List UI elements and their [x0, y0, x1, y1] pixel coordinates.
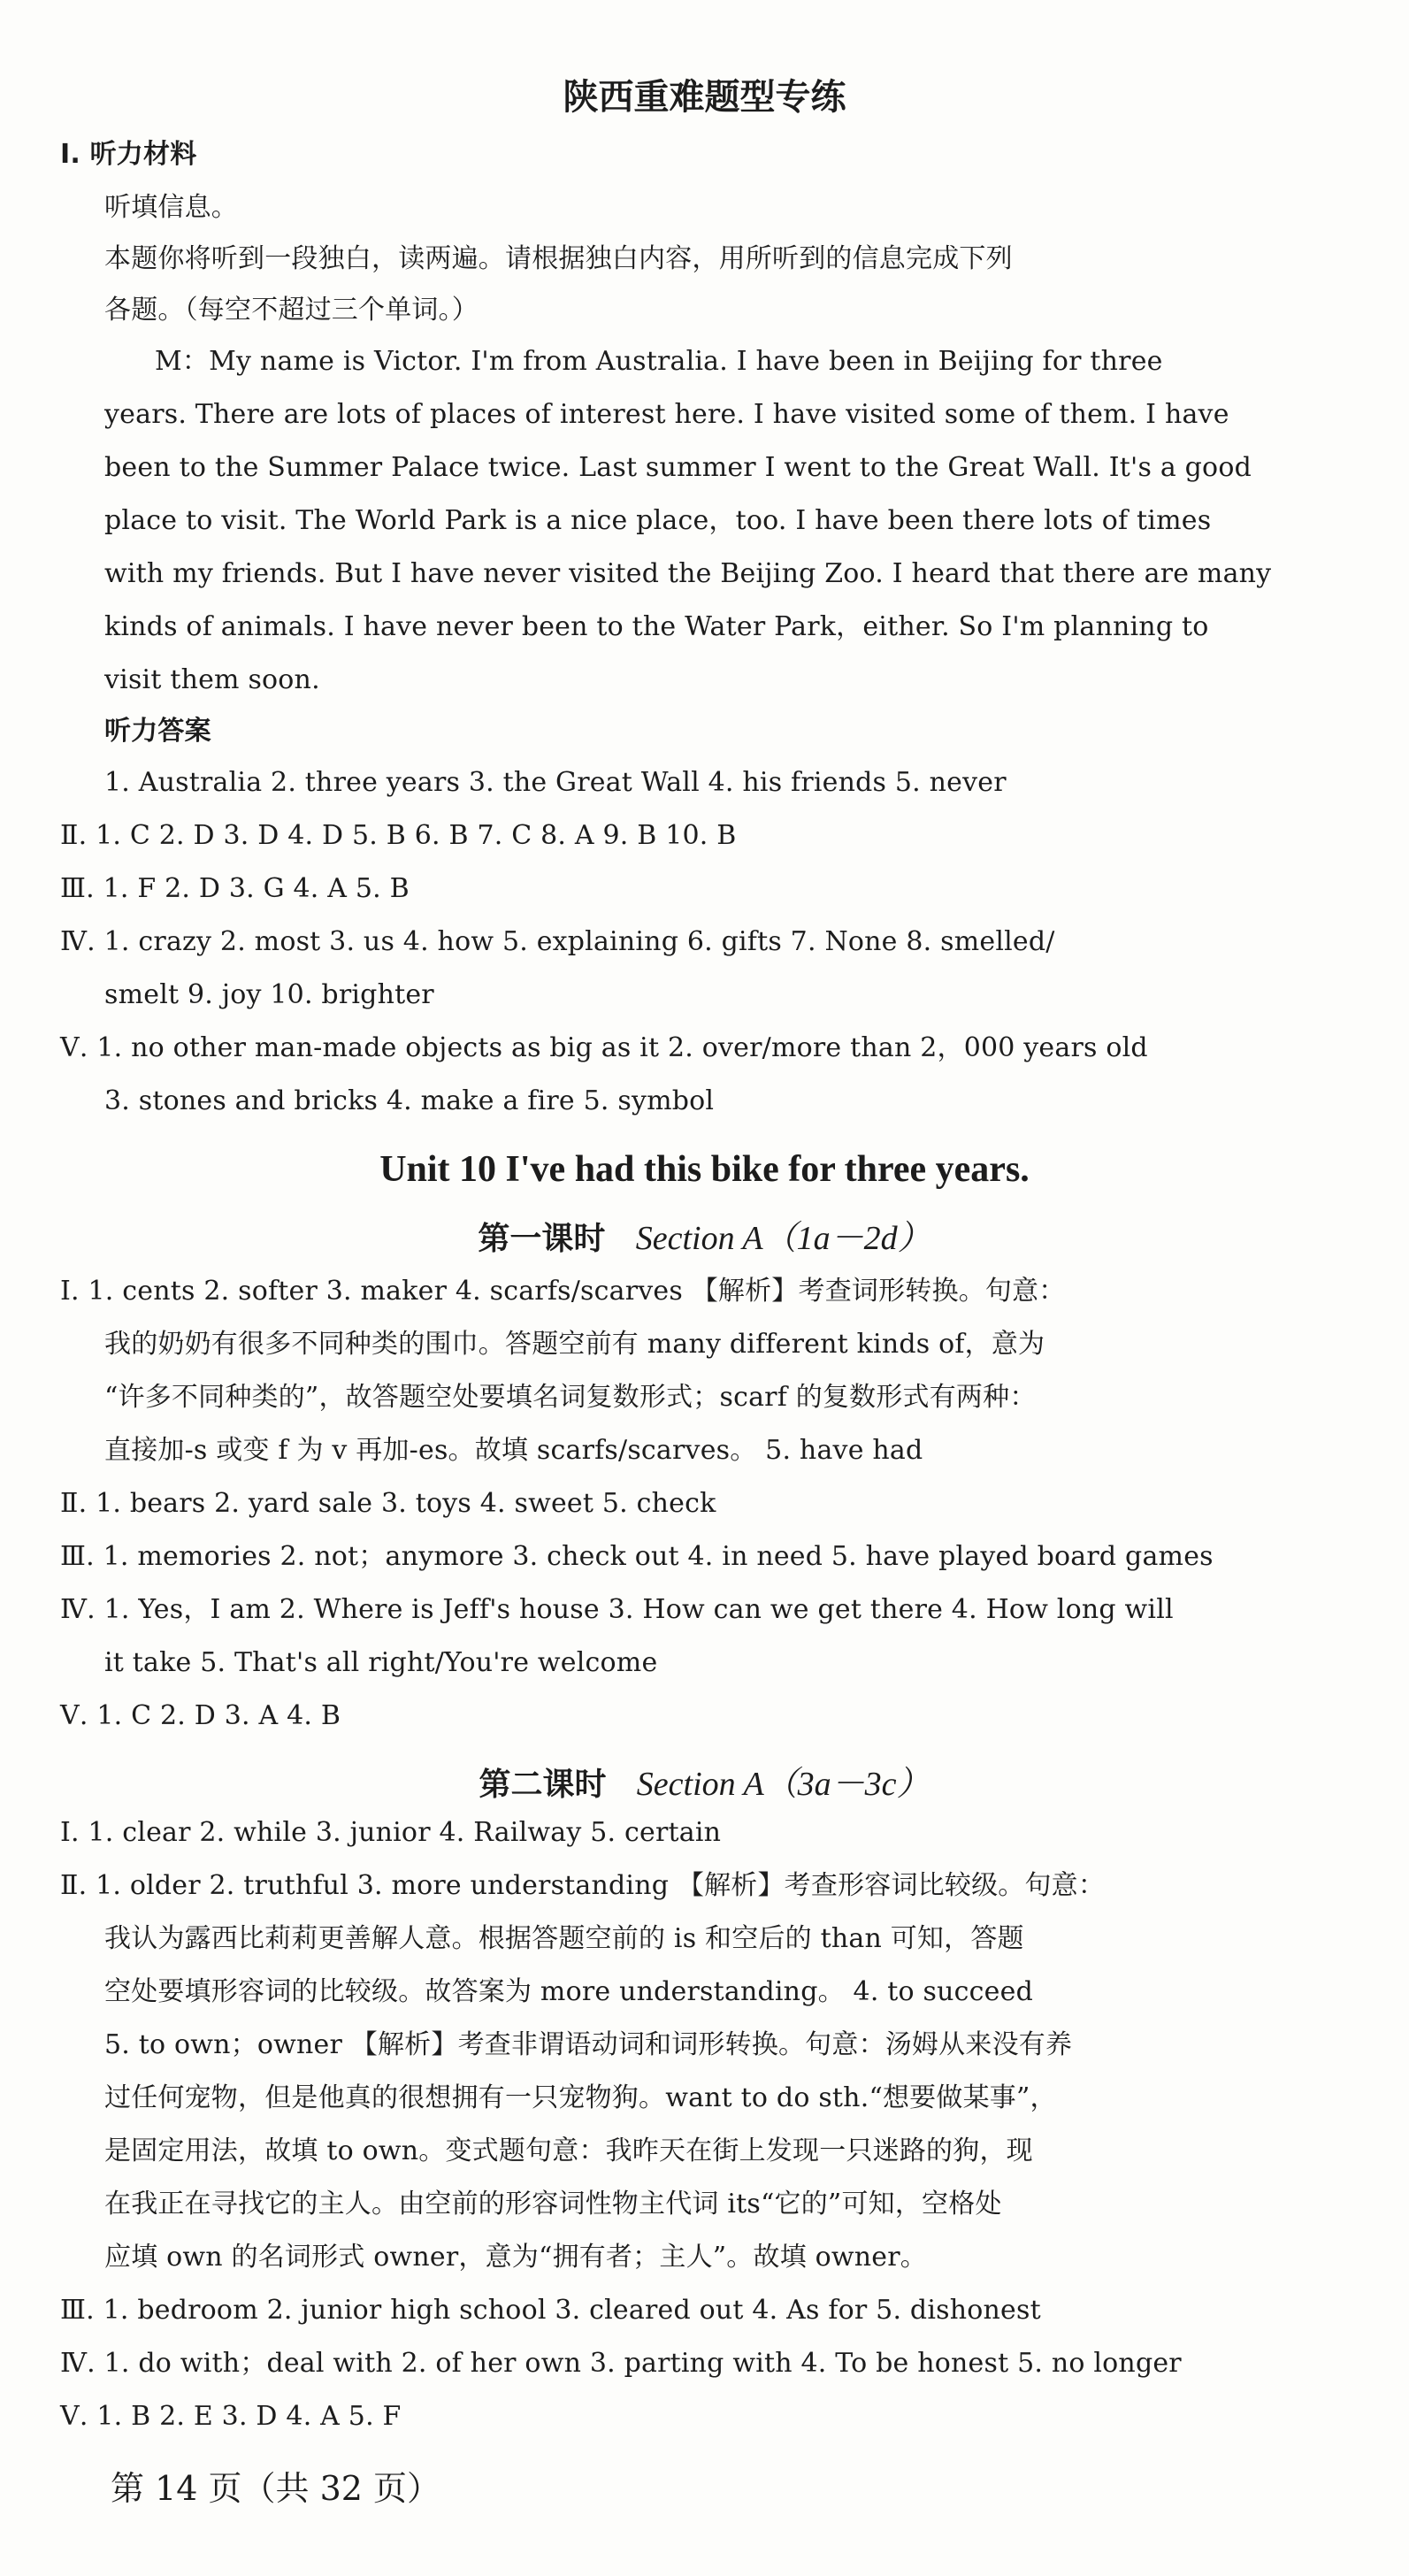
lesson-section: Section A（3a－3c） [636, 1766, 930, 1803]
answer-line: Ⅰ. 1. cents 2. softer 3. maker 4. scarfs/scarves 【解析】考查词形转换。句意： [60, 1276, 1066, 1307]
answer-line: Ⅴ. 1. B 2. E 3. D 4. A 5. F [60, 2401, 402, 2432]
unit-title: Unit 10 I've had this bike for three years. [379, 1149, 1030, 1190]
passage-line: place to visit. The World Park is a nice place，too. I have been there lots of times [104, 505, 1212, 536]
passage-line: visit them soon. [104, 664, 320, 695]
answers-header: 听力答案 [104, 716, 211, 747]
passage-line: kinds of animals. I have never been to the Water Park，either. So I'm planning to [104, 611, 1209, 642]
answer-line: 过任何宠物，但是他真的很想拥有一只宠物狗。want to do sth.“想要做某事”， [104, 2082, 1057, 2113]
passage-line: been to the Summer Palace twice. Last summer I went to the Great Wall. It's a good [104, 452, 1252, 483]
instruction-line: 本题你将听到一段独白，读两遍。请根据独白内容，用所听到的信息完成下列 [104, 243, 1013, 274]
answer-line: Ⅱ. 1. bears 2. yard sale 3. toys 4. sweet 5. check [60, 1488, 716, 1519]
answer-line: Ⅲ. 1. memories 2. not；anymore 3. check out 4. in need 5. have played board games [60, 1541, 1214, 1572]
answer-line: 1. Australia 2. three years 3. the Great Wall 4. his friends 5. never [104, 767, 1007, 798]
answer-line: 我认为露西比莉莉更善解人意。根据答题空前的 is 和空后的 than 可知，答题 [104, 1923, 1024, 1954]
lesson-section: Section A（1a－2d） [635, 1220, 931, 1257]
lesson-label: 第一课时 [478, 1221, 606, 1257]
answer-line: 我的奶奶有很多不同种类的围巾。答题空前有 many different kinds of，意为 [104, 1329, 1045, 1360]
page-footer: 第 14 页（共 32 页） [111, 2469, 441, 2508]
answer-line: Ⅱ. 1. older 2. truthful 3. more understanding 【解析】考查形容词比较级。句意： [60, 1870, 1106, 1901]
answer-line: 应填 own 的名词形式 owner，意为“拥有者；主人”。故填 owner。 [104, 2242, 927, 2273]
answer-line: Ⅰ. 1. clear 2. while 3. junior 4. Railway 5. certain [60, 1817, 722, 1848]
answer-line: 在我正在寻找它的主人。由空前的形容词性物主代词 its“它的”可知，空格处 [104, 2189, 1002, 2220]
answer-line: 空处要填形容词的比较级。故答案为 more understanding。 4. to succeed [104, 1976, 1033, 2007]
section-header-listening: Ⅰ. 听力材料 [60, 139, 197, 170]
answer-line: it take 5. That's all right/You're welcome [104, 1647, 658, 1678]
answer-line: Ⅱ. 1. C 2. D 3. D 4. D 5. B 6. B 7. C 8. A 9. B 10. B [60, 820, 737, 851]
answer-line: 是固定用法，故填 to own。变式题句意：我昨天在街上发现一只迷路的狗，现 [104, 2135, 1033, 2166]
instruction-line: 各题。（每空不超过三个单词。） [104, 295, 479, 326]
answer-line: smelt 9. joy 10. brighter [104, 979, 434, 1010]
lesson-heading-2 [0, 1756, 1409, 1805]
passage-line: M：My name is Victor. I'm from Australia. I have been in Beijing for three [155, 346, 1163, 377]
answer-line: “许多不同种类的”，故答题空处要填名词复数形式；scarf 的复数形式有两种： [104, 1382, 1037, 1413]
answer-line: Ⅴ. 1. C 2. D 3. A 4. B [60, 1700, 341, 1731]
answer-line: Ⅲ. 1. F 2. D 3. G 4. A 5. B [60, 873, 410, 904]
passage-line: with my friends. But I have never visited the Beijing Zoo. I heard that there are many [104, 558, 1272, 589]
answer-line: 直接加-s 或变 f 为 v 再加-es。故填 scarfs/scarves。 5. have had [104, 1435, 923, 1466]
lesson-heading-1 [0, 1210, 1409, 1259]
answer-line: Ⅴ. 1. no other man-made objects as big as it 2. over/more than 2，000 years old [60, 1032, 1148, 1063]
instruction-line: 听填信息。 [104, 192, 238, 223]
passage-line: years. There are lots of places of interest here. I have visited some of them. I have [104, 399, 1229, 430]
answer-line: Ⅳ. 1. do with；deal with 2. of her own 3. parting with 4. To be honest 5. no longer [60, 2348, 1182, 2379]
answer-line: 3. stones and bricks 4. make a fire 5. symbol [104, 1085, 715, 1116]
answer-line: Ⅳ. 1. Yes，I am 2. Where is Jeff's house 3. How can we get there 4. How long will [60, 1594, 1174, 1625]
lesson-label: 第二课时 [479, 1767, 607, 1803]
answer-line: Ⅳ. 1. crazy 2. most 3. us 4. how 5. explaining 6. gifts 7. None 8. smelled/ [60, 926, 1055, 957]
page-title: 陕西重难题型专练 [563, 76, 846, 118]
answer-line: Ⅲ. 1. bedroom 2. junior high school 3. cleared out 4. As for 5. dishonest [60, 2295, 1041, 2326]
answer-line: 5. to own；owner 【解析】考查非谓语动词和词形转换。句意：汤姆从来没有养 [104, 2029, 1073, 2060]
